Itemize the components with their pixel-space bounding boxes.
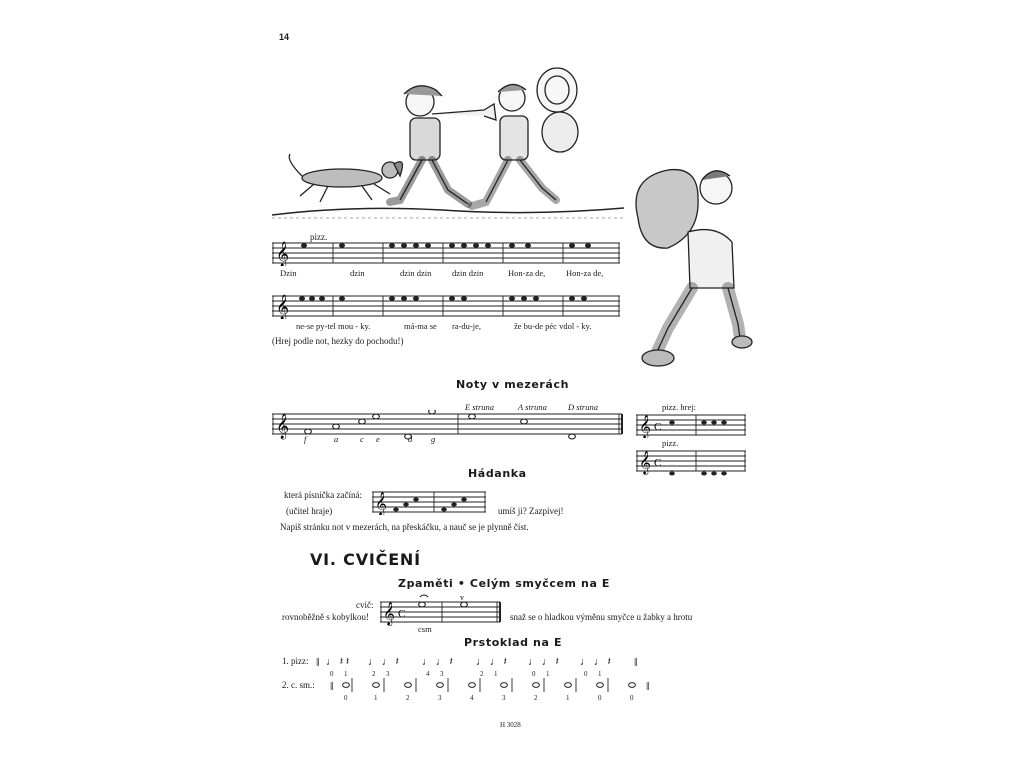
string-label: E struna — [465, 402, 495, 412]
lyric: že bu-de péc vdol - ky. — [514, 321, 592, 331]
svg-text:𝄞: 𝄞 — [276, 294, 290, 319]
page-footer: H 3028 — [500, 721, 521, 729]
svg-text:♩ ♩ 𝄽: ♩ ♩ 𝄽 — [580, 656, 611, 668]
finger-number: 0 — [630, 694, 634, 702]
finger-number: 4 — [426, 670, 430, 678]
svg-text:♩ ♩ 𝄽: ♩ ♩ 𝄽 — [528, 656, 559, 668]
finger-number: 1 — [546, 670, 550, 678]
riddle-task: Napiš stránku not v mezerách, na přeskáčku, a nauč se je plynně číst. — [280, 522, 529, 532]
svg-text:♩ 𝄽 𝄽: ♩ 𝄽 𝄽 — [326, 656, 350, 668]
riddle-line2: (učitel hraje) — [286, 506, 333, 516]
svg-text:𝄞: 𝄞 — [383, 603, 395, 625]
svg-text:♩ ♩ 𝄽: ♩ ♩ 𝄽 — [476, 656, 507, 668]
svg-text:‖: ‖ — [634, 655, 638, 669]
finger-number: 1 — [374, 694, 378, 702]
fingering-row2-notes — [330, 674, 660, 702]
exercise-staff — [380, 594, 502, 628]
page-number: 14 — [279, 32, 290, 42]
exercise-left2: rovnoběžně s kobylkou! — [282, 612, 369, 622]
lyric: ne-se py-tel mou - ky. — [296, 321, 371, 331]
svg-text:C: C — [654, 421, 662, 433]
lyric: má-ma se — [404, 321, 437, 331]
lyric: dzin dzin — [452, 268, 484, 278]
note-letter: f — [304, 434, 307, 444]
finger-number: 3 — [502, 694, 506, 702]
note-letter: c — [360, 434, 364, 444]
svg-text:‖: ‖ — [316, 655, 320, 669]
note-letter: g — [431, 434, 436, 444]
svg-text:C: C — [398, 608, 406, 620]
riddle-right: umíš ji? Zazpívej! — [498, 506, 564, 516]
lyric: Dzin — [280, 268, 297, 278]
finger-number: 2 — [534, 694, 538, 702]
finger-number: 1 — [494, 670, 498, 678]
note-letter: a — [334, 434, 339, 444]
illustration-marching-band — [272, 60, 624, 220]
exercise-subheading: Zpaměti • Celým smyčcem na E — [398, 577, 611, 590]
svg-text:C: C — [654, 457, 662, 469]
note-letter: d — [408, 434, 413, 444]
svg-text:𝄞: 𝄞 — [375, 493, 387, 515]
lyric: ra-du-je, — [452, 321, 482, 331]
side-staff-2 — [636, 448, 748, 478]
lyric: Hon-za de, — [508, 268, 546, 278]
riddle-line1: která písnička začíná: — [284, 490, 362, 500]
finger-number: 2 — [372, 670, 376, 678]
illustration-boy-with-sack — [628, 158, 754, 378]
spaces-heading: Noty v mezerách — [456, 378, 570, 391]
fingering-heading: Prstoklad na E — [464, 636, 563, 649]
finger-number: 3 — [386, 670, 390, 678]
finger-number: 2 — [480, 670, 484, 678]
svg-text:v: v — [460, 594, 464, 602]
exercise-csm: csm — [418, 624, 432, 634]
riddle-staff — [372, 489, 488, 515]
svg-text:𝄞: 𝄞 — [276, 413, 290, 438]
finger-number: 0 — [532, 670, 536, 678]
exercise-left1: cvič: — [356, 600, 374, 610]
side-label: pizz. — [662, 438, 679, 448]
finger-number: 0 — [584, 670, 588, 678]
svg-text:‖: ‖ — [646, 679, 650, 693]
lyric: dzin — [350, 268, 365, 278]
svg-text:𝄞: 𝄞 — [639, 452, 651, 474]
exercise-heading: VI. CVIČENÍ — [310, 550, 421, 569]
svg-text:𝄞: 𝄞 — [276, 241, 290, 266]
finger-number: 3 — [438, 694, 442, 702]
spaces-staff — [272, 410, 624, 442]
fingering-row1-label: 1. pizz: — [282, 656, 309, 666]
side-staff-1 — [636, 412, 748, 438]
lyric: dzin dzin — [400, 268, 432, 278]
song-staff-line-1 — [272, 240, 622, 266]
finger-number: 2 — [406, 694, 410, 702]
song-instruction: (Hrej podle not, hezky do pochodu!) — [272, 336, 404, 346]
finger-number: 0 — [330, 670, 334, 678]
pizz-marking: pizz. — [310, 232, 328, 242]
svg-text:♩ ♩ 𝄽: ♩ ♩ 𝄽 — [368, 656, 399, 668]
svg-text:𝄞: 𝄞 — [639, 416, 651, 438]
fingering-row2-label: 2. c. sm.: — [282, 680, 315, 690]
string-label: D struna — [568, 402, 598, 412]
finger-number: 0 — [598, 694, 602, 702]
finger-number: 4 — [470, 694, 474, 702]
svg-text:♩ ♩ 𝄽: ♩ ♩ 𝄽 — [422, 656, 453, 668]
finger-number: 0 — [344, 694, 348, 702]
finger-number: 1 — [566, 694, 570, 702]
lyric: Hon-za de, — [566, 268, 604, 278]
finger-number: 1 — [598, 670, 602, 678]
string-label: A struna — [518, 402, 547, 412]
exercise-right: snaž se o hladkou výměnu smyčce u žabky a hrotu — [510, 612, 693, 622]
side-label: pizz. hrej: — [662, 402, 696, 412]
svg-text:‖: ‖ — [330, 679, 334, 693]
note-letter: e — [376, 434, 380, 444]
finger-number: 3 — [440, 670, 444, 678]
riddle-heading: Hádanka — [468, 467, 527, 480]
song-staff-line-2 — [272, 293, 622, 319]
finger-number: 1 — [344, 670, 348, 678]
